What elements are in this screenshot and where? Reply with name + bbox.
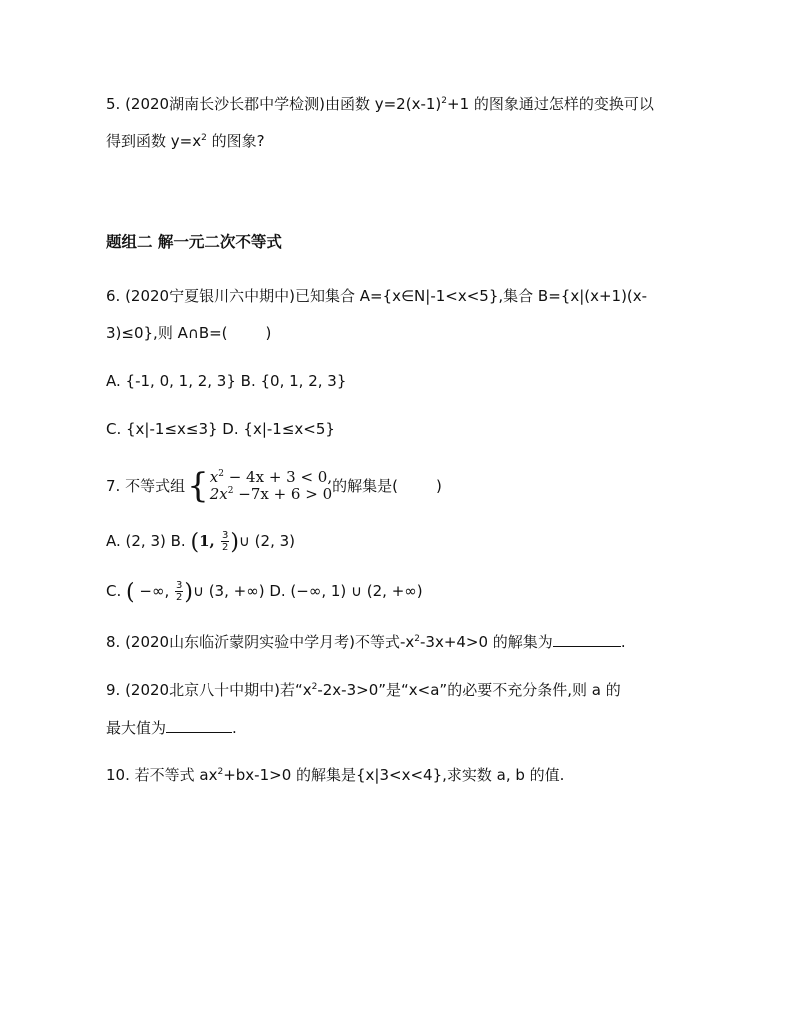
q5-text-line2-cont: 的图象?: [206, 132, 265, 150]
system-row-2: [210, 486, 332, 503]
q10-text-cont: +bx-1>0 的解集是{x|3<x<4},求实数 a, b 的值.: [223, 766, 565, 784]
question-9-line-1: [106, 680, 621, 700]
q7-c-close: ): [184, 580, 193, 605]
q9-text-line2: 最大值为: [106, 719, 167, 737]
q5-exponent: 2: [441, 96, 447, 106]
question-5-line-2: [106, 131, 265, 151]
question-6-line-2: [106, 323, 271, 343]
q7-prefix: 7. 不等式组: [106, 477, 186, 495]
q8-text: 8. (2020山东临沂蒙阴实验中学月考)不等式-x: [106, 633, 415, 651]
q6-text: 3)≤0},则 A∩B=(: [106, 324, 228, 342]
sys2-var: 2x: [209, 485, 228, 503]
system-lines: [210, 469, 332, 503]
q10-text: 10. 若不等式 ax: [106, 766, 218, 784]
fraction-three-halves: [221, 530, 229, 553]
answer-blank-9[interactable]: [166, 718, 232, 733]
q10-exponent: 2: [217, 767, 224, 777]
frac-den-c: 2: [175, 592, 183, 603]
question-7-stem: [106, 466, 442, 506]
q7-option-c-label: C.: [106, 582, 127, 600]
q9-text: 9. (2020北京八十中期中)若“x: [106, 681, 312, 699]
q9-exponent: 2: [311, 682, 318, 692]
sys2-exp: 2: [227, 486, 234, 496]
q5-text-cont: +1 的图象通过怎样的变换可以: [447, 95, 654, 113]
q5-exponent-2: 2: [201, 133, 207, 143]
sys2-rest: −7x + 6 > 0: [233, 485, 333, 503]
q7-b-rest: ∪ (2, 3): [238, 532, 295, 550]
q5-text: 5. (2020湖南长沙长郡中学检测)由函数 y=2(x-1): [106, 95, 442, 113]
question-6-options-cd: C. {x|-1≤x≤3} D. {x|-1≤x<5}: [106, 420, 335, 438]
q5-text-line2: 得到函数 y=x: [106, 132, 202, 150]
question-7-options-cd: [106, 580, 423, 603]
question-10: [106, 765, 564, 785]
frac-den: 2: [221, 542, 229, 553]
left-brace: {: [187, 466, 209, 506]
q9-period: .: [232, 719, 237, 737]
sys1-var: x: [209, 468, 219, 486]
sys1-rest: − 4x + 3 < 0,: [223, 468, 333, 486]
q7-close-paren: ): [435, 477, 442, 495]
section-heading: 题组二 解一元二次不等式: [106, 233, 282, 251]
question-8: [106, 632, 626, 652]
answer-blank-8[interactable]: [553, 632, 621, 647]
frac-num-c: 3: [175, 580, 183, 591]
question-5-line-1: [106, 94, 654, 114]
q7-c-rest: ∪ (3, +∞) D. (−∞, 1) ∪ (2, +∞): [192, 582, 423, 600]
q7-suffix: 的解集是(: [332, 477, 398, 495]
frac-num: 3: [221, 530, 229, 541]
q6-close-paren: ): [265, 324, 272, 342]
q7-b-open: (: [190, 530, 200, 555]
question-9-line-2: [106, 718, 237, 738]
q8-period: .: [620, 633, 626, 651]
q7-c-open: (: [126, 580, 135, 605]
q7-b-close: ): [230, 530, 239, 555]
q7-c-text: −∞,: [134, 582, 174, 600]
system-row-1: [210, 469, 332, 486]
q8-text-cont: -3x+4>0 的解集为: [419, 633, 553, 651]
q7-b-one: 1,: [199, 532, 220, 550]
q8-exponent: 2: [414, 634, 420, 644]
fraction-three-halves-c: [175, 580, 183, 603]
q7-option-a: A. (2, 3) B.: [106, 532, 191, 550]
sys1-exp: 2: [218, 469, 224, 479]
question-6-options-ab: A. {-1, 0, 1, 2, 3} B. {0, 1, 2, 3}: [106, 372, 347, 390]
question-7-options-ab: [106, 530, 295, 553]
q9-text-cont: -2x-3>0”是“x<a”的必要不充分条件,则 a 的: [317, 681, 621, 699]
inequality-system: [187, 466, 333, 506]
question-6-line-1: 6. (2020宁夏银川六中期中)已知集合 A={x∈N|-1<x<5},集合 B={x|(x+1)(x-: [106, 287, 648, 305]
